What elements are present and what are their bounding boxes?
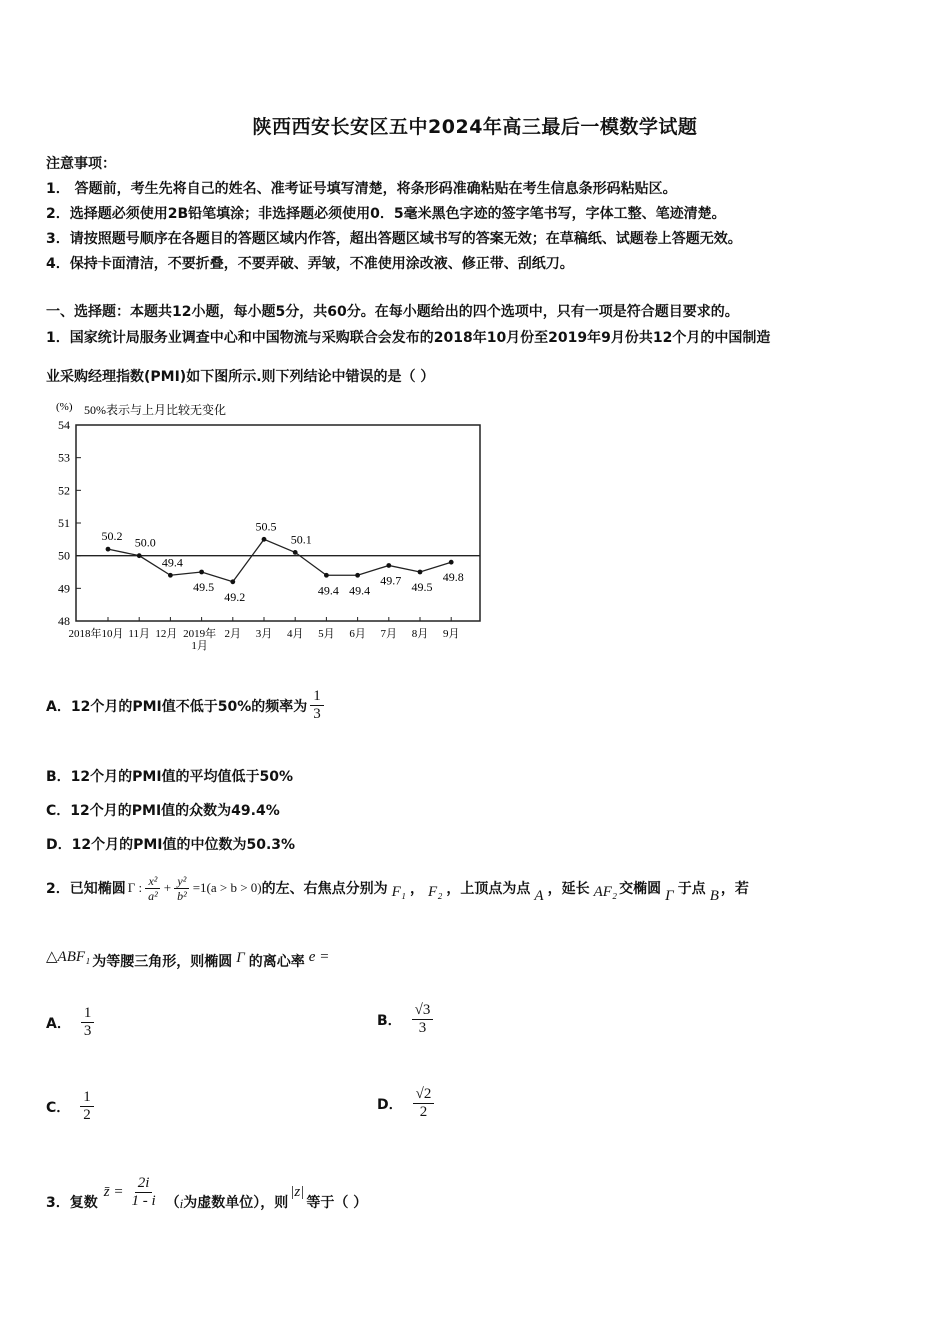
fraction-numerator: 2i (135, 1175, 153, 1193)
q1-stem-line1: 1．国家统计局服务业调查中心和中国物流与采购联合会发布的2018年10月份至2019年9月份共12个月的中国制造 (46, 330, 771, 346)
data-point (293, 550, 298, 555)
pmi-line-chart (40, 392, 500, 662)
q2-point-a: A (534, 887, 544, 904)
q2-stem-line2 (46, 944, 329, 978)
q2-fraction-y (174, 874, 190, 903)
notice-item-1: 1． 答题前，考生先将自己的姓名、准考证号填写清楚，将条形码准确粘贴在考生信息条形码粘贴区。 (46, 181, 677, 197)
q2-text-3: ，上顶点为点 (446, 881, 531, 897)
q2-af2: AF₂ (593, 883, 618, 900)
data-point (230, 579, 235, 584)
fraction-denominator: a² (148, 888, 158, 903)
data-point (106, 547, 111, 552)
fraction-denominator: 2 (419, 1104, 428, 1120)
chart-unit-label: (%) (56, 401, 73, 413)
y-tick-label: 48 (58, 614, 70, 628)
fraction-numerator: y² (174, 874, 189, 889)
q2-option-a-fraction (81, 1005, 95, 1040)
q2-option-d[interactable] (377, 1086, 437, 1121)
q1-option-b[interactable]: B．12个月的PMI值的平均值低于50% (46, 769, 294, 785)
q2-plus-sign: + (163, 880, 172, 895)
notice-heading: 注意事项： (46, 156, 116, 172)
q2-text-2: 的左、右焦点分别为 (261, 881, 388, 897)
q1-option-c[interactable]: C．12个月的PMI值的众数为49.4% (46, 803, 280, 819)
notice-item-4: 4．保持卡面清洁，不要折叠，不要弄破、弄皱，不准使用涂改液、修正带、刮纸刀。 (46, 256, 574, 272)
q2-text-6: 于点 (677, 881, 706, 897)
q2-equation-rest: =1(a > b > 0) (192, 880, 262, 895)
x-tick-label: 12月 (155, 628, 178, 640)
y-tick-label: 50 (58, 548, 70, 563)
data-label: 49.4 (161, 555, 183, 570)
q2-comma: ， (410, 881, 425, 897)
q1-stem-line2: 业采购经理指数(PMI)如下图所示.则下列结论中错误的是（ ） (46, 369, 435, 385)
q3-z-conjugate: z̄ = (103, 1183, 124, 1200)
q2-f2: F₂ (428, 883, 443, 900)
x-tick-label: 2018年10月 (68, 628, 124, 640)
data-point (355, 573, 360, 578)
data-label: 50.2 (101, 529, 123, 544)
q3-text-3: 为虚数单位），则 (183, 1195, 289, 1211)
q3-fraction (128, 1175, 158, 1210)
q1-option-a-fraction (310, 688, 324, 723)
data-point (449, 560, 454, 565)
data-label: 49.8 (442, 570, 464, 585)
data-point (137, 553, 142, 558)
data-label: 49.5 (411, 580, 433, 594)
q2-text-4: ，延长 (547, 881, 590, 897)
y-tick-label: 54 (58, 418, 70, 432)
q2-gamma: Γ (665, 887, 674, 904)
q2-triangle: △ABF₁ (46, 948, 91, 965)
option-label: B． (377, 1012, 402, 1029)
q2-option-b[interactable] (377, 1002, 436, 1037)
q2-gamma-2: Γ (236, 949, 245, 966)
q3-text-2: （ (165, 1195, 180, 1211)
x-tick-label: 3月 (255, 628, 273, 640)
q2-text-7: ，若 (720, 881, 749, 897)
y-tick-label: 53 (58, 450, 70, 465)
x-tick-label: 1月 (191, 640, 208, 652)
q3-text-4: 等于（ ） (306, 1195, 368, 1211)
data-label: 49.7 (380, 573, 402, 588)
data-points (102, 519, 464, 603)
q2-stem-line1 (46, 866, 749, 910)
data-label: 49.4 (349, 583, 371, 598)
data-label: 49.5 (193, 580, 215, 594)
fraction-denominator: 3 (83, 1023, 92, 1039)
q2-text-5: 交椭圆 (619, 881, 662, 897)
q3-abs-z: |z| (290, 1183, 305, 1200)
q2-point-b: B (709, 887, 719, 904)
fraction-numerator: 1 (80, 1089, 94, 1107)
q2-text-1: 2．已知椭圆 (46, 881, 126, 897)
fraction-denominator: 1 - i (131, 1192, 156, 1209)
q2-option-a[interactable] (46, 1005, 97, 1040)
x-tick-label: 7月 (380, 628, 398, 640)
x-tick-label: 6月 (349, 628, 366, 640)
page-title: 陕西西安长安区五中2024年高三最后一模数学试题 (252, 116, 698, 138)
data-point (199, 570, 204, 575)
q2-option-b-fraction (412, 1002, 434, 1037)
data-point (168, 573, 173, 578)
notice-item-3: 3．请按照题号顺序在各题目的答题区域内作答，超出答题区域书写的答案无效；在草稿纸、试题卷上答题无效。 (46, 231, 742, 247)
data-point (386, 563, 391, 568)
q1-option-d[interactable]: D．12个月的PMI值的中位数为50.3% (46, 837, 296, 853)
y-tick-label: 52 (58, 483, 70, 498)
section-heading: 一、选择题：本题共12小题，每小题5分，共60分。在每小题给出的四个选项中，只有一项是符合题目要求的。 (46, 304, 739, 320)
data-label: 50.5 (255, 519, 277, 534)
option-label: D． (377, 1096, 403, 1113)
x-tick-label: 2019年 (183, 628, 217, 640)
data-label: 50.1 (290, 532, 312, 547)
data-label: 50.0 (134, 535, 156, 550)
q3-imaginary-unit: i (179, 1196, 184, 1211)
fraction-numerator: √2 (413, 1086, 435, 1104)
y-axis-ticks (58, 418, 81, 628)
x-axis-ticks (69, 617, 460, 652)
q2-gamma-symbol: Γ : (127, 880, 143, 895)
x-tick-label: 9月 (442, 628, 460, 640)
data-point (262, 537, 267, 542)
x-tick-label: 8月 (411, 628, 429, 640)
fraction-denominator: 2 (83, 1107, 91, 1123)
q2-eccentricity-symbol: e = (308, 948, 330, 965)
data-label: 49.4 (317, 583, 339, 598)
fraction-numerator: 1 (310, 688, 324, 706)
y-tick-label: 49 (58, 581, 70, 596)
q2-fraction-x (145, 874, 161, 903)
q1-option-a-text: A．12个月的PMI值不低于50%的频率为 (46, 698, 308, 715)
option-label: A． (46, 1015, 71, 1032)
q3-text-1: 3．复数 (46, 1195, 98, 1211)
q2-text-9: 的离心率 (248, 954, 305, 970)
x-tick-label: 4月 (286, 628, 304, 640)
q1-option-a[interactable] (46, 688, 327, 723)
q2-f1: F₁ (391, 883, 407, 900)
data-point (418, 570, 423, 575)
x-tick-label: 5月 (318, 628, 335, 640)
notice-item-2: 2．选择题必须使用2B铅笔填涂；非选择题必须使用0．5毫米黑色字迹的签字笔书写，字体工整、笔迹清楚。 (46, 206, 726, 222)
q2-option-c[interactable] (46, 1089, 97, 1124)
fraction-denominator: 3 (313, 706, 321, 722)
fraction-numerator: x² (145, 874, 160, 889)
q2-option-d-fraction (413, 1086, 435, 1121)
q2-text-8: 为等腰三角形，则椭圆 (92, 954, 233, 970)
fraction-denominator: 3 (418, 1020, 427, 1036)
x-tick-label: 2月 (224, 628, 242, 640)
y-tick-label: 51 (58, 516, 70, 530)
fraction-numerator: 1 (81, 1005, 95, 1023)
data-label: 49.2 (224, 589, 246, 604)
data-point (324, 573, 329, 578)
q3-stem (46, 1170, 367, 1214)
fraction-numerator: √3 (412, 1002, 434, 1020)
x-tick-label: 11月 (128, 628, 150, 640)
option-label: C． (46, 1099, 71, 1116)
q2-option-c-fraction (80, 1089, 94, 1124)
fraction-denominator: b² (177, 888, 187, 903)
chart-note: 50%表示与上月比较无变化 (84, 403, 226, 417)
